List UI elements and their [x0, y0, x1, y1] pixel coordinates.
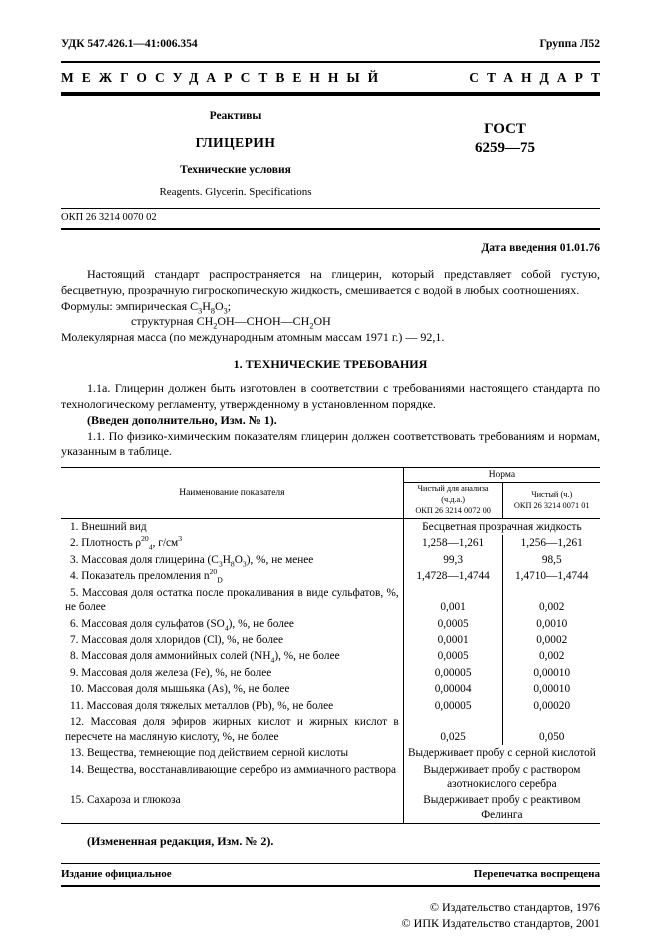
gost-number-block	[410, 106, 600, 198]
title-block	[61, 106, 600, 198]
row-value-ch: 1,256—1,261	[503, 535, 600, 551]
row-value-span: Выдерживает пробу с реактивом Фелинга	[403, 792, 600, 823]
row-value-ch: 0,0002	[503, 632, 600, 648]
row-value-chda: 1,258—1,261	[403, 535, 503, 551]
table-row	[61, 552, 600, 568]
official-edition-label: Издание официальное	[61, 868, 172, 881]
title-category: Реактивы	[209, 110, 262, 122]
row-label: 4. Показатель преломления $n^{20}_D$	[70, 567, 223, 585]
row-label: 7. Массовая доля хлоридов (Cl), %, не более	[70, 633, 284, 646]
gost-label: ГОСТ	[484, 121, 526, 137]
row-label: 6. Массовая доля сульфатов $(SO_4)$, %, не более	[70, 617, 294, 632]
table-row	[61, 665, 600, 681]
column-header-ch-title: Чистый (ч.)	[531, 489, 573, 499]
table-row	[61, 585, 600, 616]
footer-strip	[61, 863, 600, 887]
row-label: 2. Плотность $\rho^{20}_4$, $г/см^3$	[70, 534, 183, 552]
row-label: 5. Массовая доля остатка после прокаливания в виде сульфатов, %, не более	[65, 586, 399, 614]
title-subtitle: Технические условия	[180, 164, 291, 176]
okp-strip	[61, 208, 600, 230]
row-label: 8. Массовая доля аммонийных солей $(NH_4)$, %, не более	[70, 650, 340, 665]
table-row	[61, 632, 600, 648]
reprint-prohibited-label: Перепечатка воспрещена	[473, 868, 600, 881]
molecular-mass-line: Молекулярная масса (по международным атомным массам 1971 г.) — 92,1.	[61, 330, 445, 345]
row-value-chda: 0,00005	[403, 665, 503, 681]
table-row	[61, 681, 600, 697]
row-value-ch: 0,00010	[503, 665, 600, 681]
column-header-chda-okp: ОКП 26 3214 0072 00	[415, 506, 491, 515]
formulas-line: Формулы: эмпирическая $C_3H_8O_3$;	[61, 298, 232, 316]
column-header-chda-title: Чистый для анализа (ч.д.а.)	[417, 484, 489, 505]
copyright-line-2001: © ИПК Издательство стандартов, 2001	[401, 915, 600, 930]
table-row	[61, 648, 600, 664]
row-label: 15. Сахароза и глюкоза	[70, 794, 181, 807]
row-value-ch: 0,050	[503, 714, 600, 745]
spec-table-header	[61, 468, 600, 519]
udk-code: УДК 547.426.1—41:006.354	[61, 38, 198, 50]
row-value-chda: 0,001	[403, 585, 503, 616]
gost-number: 6259—75	[475, 139, 535, 156]
table-row	[61, 518, 600, 535]
table-row	[61, 792, 600, 823]
table-row	[61, 568, 600, 584]
row-label: 1. Внешний вид	[70, 520, 147, 533]
copyright-line-1976: © Издательство стандартов, 1976	[429, 900, 600, 915]
row-value-ch: 0,0010	[503, 616, 600, 632]
row-label: 9. Массовая доля железа (Fe), %, не более	[70, 666, 272, 679]
row-value-ch: 0,00020	[503, 698, 600, 714]
column-header-ch	[503, 483, 600, 518]
row-value-ch: 98,5	[503, 552, 600, 568]
amendment-note-1: (Введен дополнительно, Изм. № 1).	[87, 412, 277, 427]
table-row	[61, 616, 600, 632]
row-label: 13. Вещества, темнеющие под действием серной кислоты	[70, 747, 349, 760]
row-value-chda: 1,4728—1,4744	[403, 568, 503, 584]
row-label: 12. Массовая доля эфиров жирных кислот и жирных кислот в пересчете на масляную кислоту, %, не более	[65, 716, 399, 743]
row-value-chda: 0,0005	[403, 648, 503, 664]
spec-table	[61, 467, 600, 824]
copyright-block	[61, 900, 600, 931]
row-value-span: Бесцветная прозрачная жидкость	[403, 518, 600, 535]
row-value-chda: 0,0005	[403, 616, 503, 632]
table-row	[61, 714, 600, 745]
title-left	[61, 106, 410, 198]
banner-word-interstate: МЕЖГОСУДАРСТВЕННЫЙ	[61, 70, 387, 85]
table-row	[61, 535, 600, 551]
row-value-chda: 0,00005	[403, 698, 503, 714]
intro-paragraph: Настоящий стандарт распространяется на глицерин, который представляет собой густую, бесцветную, прозрачную гигроскопическую жидкость, смешивается с водой в любых соотношениях.	[61, 267, 600, 297]
row-value-chda: 0,0001	[403, 632, 503, 648]
spec-table-body	[61, 518, 600, 824]
row-label: 11. Массовая доля тяжелых металлов (Pb), %, не более	[70, 699, 334, 712]
group-code: Группа Л52	[539, 38, 600, 50]
row-value-ch: 0,002	[503, 585, 600, 616]
table-row	[61, 762, 600, 793]
meta-row	[61, 38, 600, 50]
section-heading: 1. ТЕХНИЧЕСКИЕ ТРЕБОВАНИЯ	[233, 357, 428, 372]
column-header-ch-okp: ОКП 26 3214 0071 01	[513, 500, 590, 510]
table-row	[61, 698, 600, 714]
row-value-ch: 0,002	[503, 648, 600, 664]
standard-banner	[61, 61, 608, 96]
row-value-ch: 1,4710—1,4744	[503, 568, 600, 584]
row-label: 10. Массовая доля мышьяка (As), %, не более	[70, 683, 290, 696]
amendment-note-2: (Измененная редакция, Изм. № 2).	[87, 834, 274, 849]
title-translation: Reagents. Glycerin. Specifications	[159, 186, 312, 198]
effective-date: Дата введения 01.01.76	[481, 242, 600, 254]
column-header-norm: Норма	[403, 468, 600, 483]
okp-code: ОКП 26 3214 0070 02	[61, 212, 157, 223]
row-value-chda: 0,025	[403, 714, 503, 745]
row-value-span: Выдерживает пробу с раствором азотнокислого серебра	[403, 762, 600, 793]
row-label: 3. Массовая доля глицерина $(C_3H_8O_3)$, %, не менее	[70, 553, 314, 568]
row-label: 14. Вещества, восстанавливающие серебро из аммиачного раствора	[70, 763, 397, 776]
column-header-name: Наименование показателя	[61, 468, 403, 519]
page-title: ГЛИЦЕРИН	[195, 135, 276, 150]
banner-word-standard: СТАНДАРТ	[469, 70, 608, 85]
row-value-span: Выдерживает пробу с серной кислотой	[403, 745, 600, 761]
row-value-chda: 99,3	[403, 552, 503, 568]
paragraph-1-1: 1.1. По физико-химическим показателям глицерин должен соответствовать требованиям и нормам, указанным в таблице.	[61, 428, 600, 459]
structural-formula-line: структурная $CH_2OH—CHOH—CH_2OH$	[131, 314, 331, 331]
row-value-chda: 0,00004	[403, 681, 503, 697]
table-row	[61, 745, 600, 761]
column-header-chda	[403, 483, 503, 518]
paragraph-1-1a: 1.1а. Глицерин должен быть изготовлен в соответствии с требованиями настоящего стандарта по технологическому регламенту, утвержденному в установленном порядке.	[61, 381, 600, 411]
row-value-ch: 0,00010	[503, 681, 600, 697]
